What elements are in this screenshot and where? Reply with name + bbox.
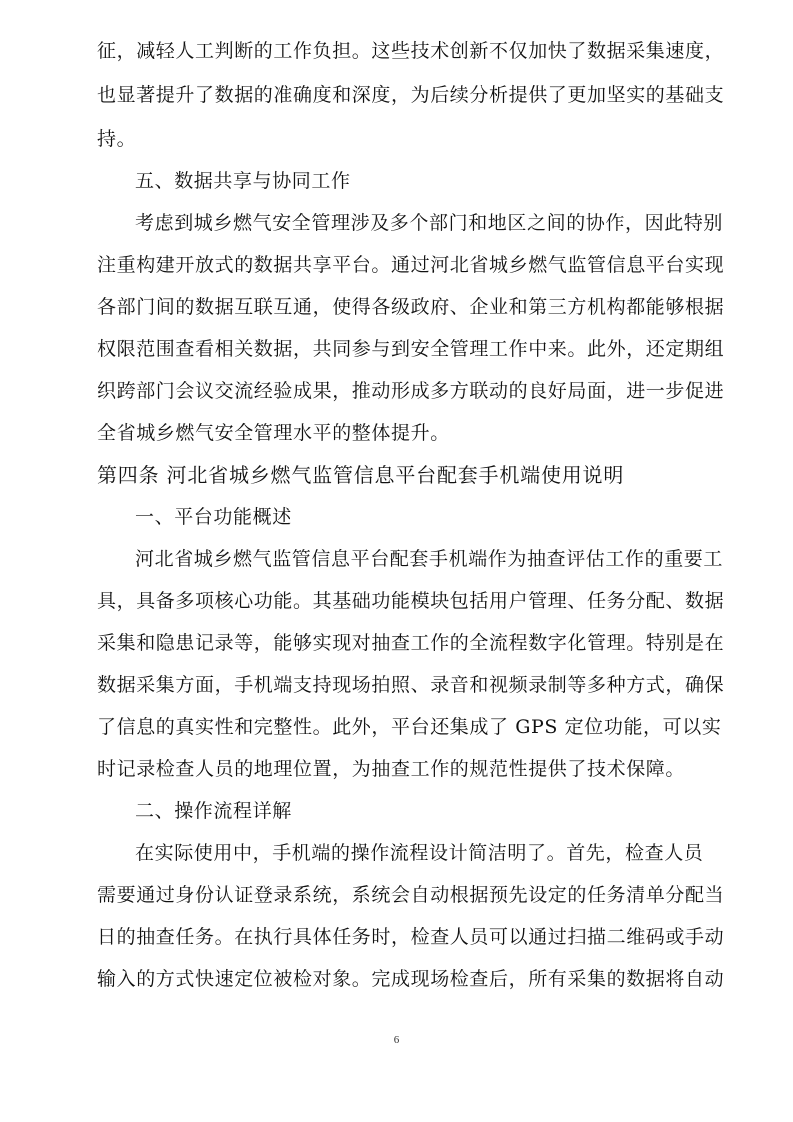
paragraph-line: 数据采集方面，手机端支持现场拍照、录音和视频录制等多种方式，确保 (97, 674, 725, 696)
paragraph-line: 征，减轻人工判断的工作负担。这些技术创新不仅加快了数据采集速度， (97, 40, 725, 62)
paragraph-line: 考虑到城乡燃气安全管理涉及多个部门和地区之间的协作，因此特别 (135, 212, 724, 234)
paragraph-line: 日的抽查任务。在执行具体任务时，检查人员可以通过扫描二维码或手动 (97, 926, 725, 948)
paragraph-line: 也显著提升了数据的准确度和深度，为后续分析提供了更加坚实的基础支 (97, 84, 725, 106)
paragraph-line: 注重构建开放式的数据共享平台。通过河北省城乡燃气监管信息平台实现 (97, 254, 725, 276)
paragraph-line: 全省城乡燃气安全管理水平的整体提升。 (97, 422, 450, 444)
paragraph-line: 河北省城乡燃气监管信息平台配套手机端作为抽查评估工作的重要工 (135, 548, 724, 570)
paragraph-line: 在实际使用中，手机端的操作流程设计简洁明了。首先，检查人员 (135, 842, 704, 864)
paragraph-line: 持。 (97, 128, 137, 150)
paragraph-line: 织跨部门会议交流经验成果，推动形成多方联动的良好局面，进一步促进 (97, 380, 725, 402)
paragraph-line: 需要通过身份认证登录系统，系统会自动根据预先设定的任务清单分配当 (97, 884, 725, 906)
article-heading: 第四条 河北省城乡燃气监管信息平台配套手机端使用说明 (97, 463, 625, 487)
paragraph-line: 权限范围查看相关数据，共同参与到安全管理工作中来。此外，还定期组 (97, 338, 725, 360)
section-heading: 一、平台功能概述 (135, 506, 292, 528)
paragraph-line: 输入的方式快速定位被检对象。完成现场检查后，所有采集的数据将自动 (97, 968, 725, 990)
page-number: 6 (393, 1034, 400, 1046)
paragraph-line: 各部门间的数据互联互通，使得各级政府、企业和第三方机构都能够根据 (97, 296, 725, 318)
paragraph-line: 时记录检查人员的地理位置，为抽查工作的规范性提供了技术保障。 (97, 758, 686, 780)
paragraph-line: 了信息的真实性和完整性。此外，平台还集成了 GPS 定位功能，可以实 (97, 716, 722, 738)
section-heading: 五、数据共享与协同工作 (135, 170, 351, 192)
paragraph-line: 具，具备多项核心功能。其基础功能模块包括用户管理、任务分配、数据 (97, 590, 725, 612)
paragraph-line: 采集和隐患记录等，能够实现对抽查工作的全流程数字化管理。特别是在 (97, 632, 725, 654)
section-heading: 二、操作流程详解 (135, 800, 292, 822)
